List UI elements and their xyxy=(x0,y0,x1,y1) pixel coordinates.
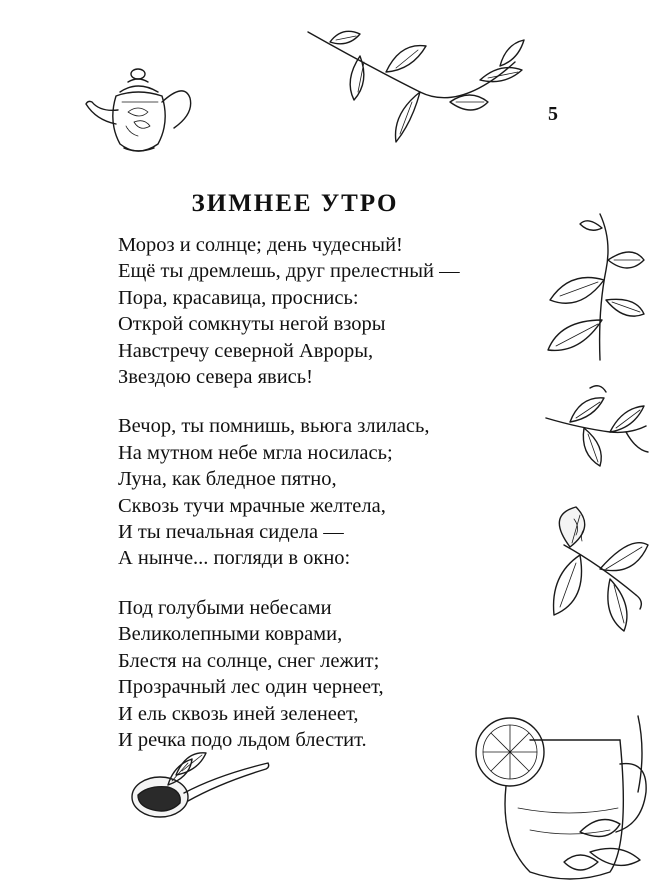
poem-line: А нынче... погляди в окно: xyxy=(118,547,351,570)
poem-body xyxy=(118,232,538,776)
tea-sprig-icon xyxy=(300,22,530,152)
poem-title: ЗИМНЕЕ УТРО xyxy=(191,190,399,217)
poem-line: Пора, красавица, проснись: xyxy=(118,286,359,309)
poem-line: И ель сквозь иней зеленеет, xyxy=(118,702,359,725)
poem-line: Вечор, ты помнишь, вьюга злилась, xyxy=(118,415,430,438)
stanza xyxy=(118,595,538,753)
poem-line: На мутном небе мгла носилась; xyxy=(118,441,393,464)
poem-line: Блестя на солнце, снег лежит; xyxy=(118,649,380,672)
poem-line: Навстречу северной Авроры, xyxy=(118,339,374,362)
poem-line: Луна, как бледное пятно, xyxy=(118,468,337,491)
stanza xyxy=(118,413,538,571)
stanza xyxy=(118,232,538,390)
poem-line: Великолепными коврами, xyxy=(118,623,343,646)
poem-line: Под голубыми небесами xyxy=(118,596,332,619)
poem-line: Сквозь тучи мрачные желтела, xyxy=(118,494,386,517)
poem-line: Звездою севера явись! xyxy=(118,366,313,389)
tea-leaf-branch-icon xyxy=(540,378,650,478)
page-number: 5 xyxy=(548,103,558,125)
poem-line: И ты печальная сидела — xyxy=(118,521,344,544)
poem-line: Мороз и солнце; день чудесный! xyxy=(118,234,403,256)
teapot-icon xyxy=(78,62,203,167)
poem-line: Прозрачный лес один чернеет, xyxy=(118,676,384,699)
poem-line: Открой сомкнуты негой взоры xyxy=(118,313,386,336)
poem-line: И речка подо льдом блестит. xyxy=(118,728,367,751)
tea-leaf-branch-icon xyxy=(540,505,650,635)
tea-leaf-branch-icon xyxy=(540,210,650,370)
poem-line: Ещё ты дремлешь, друг прелестный — xyxy=(118,260,460,283)
